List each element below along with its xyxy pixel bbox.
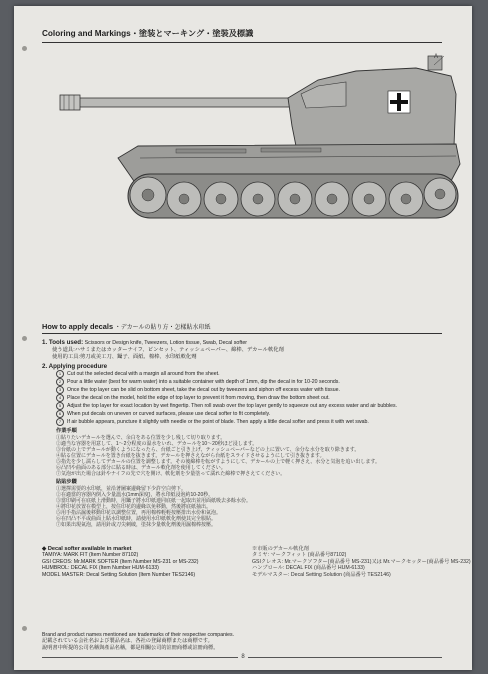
step-number-badge: 6 [56, 410, 64, 418]
step-number-badge: 4 [56, 394, 64, 402]
trademark-line: 記載されている会社名および製品名は、各社の登録商標または商標です。 [42, 638, 213, 645]
jp-step-text: ⑤指先を少し濡らしてデカールの位置を調整します。その後綿棒を転がすようにして、デカールの上で軽く押さえ、水分と気泡を追い出します。 [56, 459, 381, 466]
jp-step-text: ②適当な容器を用意して、1〜2分程度の温水をいれ、デカールを10〜20秒ほど浸します。 [56, 440, 258, 447]
view-label: A [434, 54, 439, 60]
softener-product: TAMIYA: MARK FIT (Item Number 87102) [42, 552, 139, 559]
howto-title: How to apply decals ・デカールの貼り方・怎樣貼水印紙 [42, 322, 442, 334]
softener-product-jp: ハンブロール: DECAL FIX (商品番号 HUM-6133) [252, 565, 365, 572]
instruction-page [14, 6, 472, 670]
binder-hole [22, 626, 27, 631]
binder-hole [22, 46, 27, 51]
procedure-step [56, 378, 442, 386]
step-text: Cut out the selected decal with a margin all around from the sheet. [67, 371, 220, 378]
decal-softener-section: ◆ Decal softer available in market TAMIYA: MARK FIT (Item Number 87102) GSI CREOS: Mr.MARK SOFTER (Item Number MS-231 or MS-232) HUMBROL: DECAL FIX (Item Number HUM-6133) MODEL MASTER: Decal Setting Solution (Item Number TES2146) ※市販のデカール軟化剤 タミヤ: マークフィット (商品番号87102) GSIクレオス: Mr.マークソフター(商品番号 MS-231)又は Mr.マークセッター(商品番号 MS-232) ハンブロール: DECAL FIX (商品番号 HUM-6133) モデルマスター: Decal Setting Solution (商品番号 TES2146) [42, 546, 471, 578]
softener-product-jp: GSIクレオス: Mr.マークソフター(商品番号 MS-231)又は Mr.マークセッター(商品番号 MS-232) [252, 558, 471, 565]
balkenkreuz-marking [388, 91, 410, 113]
zh-step-text: ⑥在凹凸不平或曲面上貼水印紙時，請使用水印紙軟化劑使其完全服貼。 [56, 516, 217, 523]
jp-step-text: ⑥凸凹や曲面のある部分に貼る時は、デカール軟化剤を使用してください。 [56, 465, 226, 472]
jp-step-text: ①貼りたいデカールを選んで、余白をある位置を少し残して切り取ります。 [56, 434, 226, 441]
step-text: When put decals on uneven or curved surfaces, please use decal softer to fit completely. [67, 411, 271, 418]
zh-step-text: ②在適當的容器內倒入少量溫水(1mm深度)，將水印紙浸泡約10-20秒。 [56, 491, 214, 498]
step-text: Once the top layer can be slid on bottom sheet, take the decal out by tweezers and siphon off excess water with tissue. [67, 387, 340, 394]
jp-step-text: ③台紙の上でデカールが動くようになったら、台紙ごと引き上げ、ティッシュペーパーなどの上に置いて、余分な水分を取り除きます。 [56, 447, 360, 453]
procedure-step [56, 410, 442, 418]
step-text: Pour a little water (best for warm water) into a suitable container with depth of 1mm, dip the decal in for 10-20 seconds. [67, 379, 340, 386]
procedure-steps [42, 370, 442, 426]
procedure-section: 2. Applying procedure 1 Cut out the selected decal with a margin all around from the sheet. 2 Pour a little water (best for warm water) into a suitable container with depth of 1mm, dip the decal in for 10-20 seconds. 3 Once the top layer can be slid on bottom sheet, take the decal out by tweezers and siphon off excess water with tissue. 4 Place the decal on the model, hold the edge of top layer to prevent it from moving, then draw the bottom sheet out. 5 Adjust the top layer for exact location by wet fingertip. Then roll swab over the top layer gently to squeeze out any excess water and air bubbles. 6 When put decals on uneven or curved surfaces, please use decal softer to fit completely. 7 If air bubble appears, puncture it slightly with needle or the point of blade. Then apply a little decal softer and press it with wet swab. 作業手順 ①貼りたいデカールを選んで、余白をある位置を少し残して切り取ります。 ②適当な容器を用意して、1〜2分程度の温水をいれ、デカールを10〜20秒ほど浸します。 ③台紙の上でデカールが動くようになったら、台紙ごと引き上げ、ティッシュペーパーなどの上に置いて、余分な水分を取り除きます。 ④貼る位置にデカールを置き台紙を抜きます。デカールを押さえながら台紙をスライドさせるようにして引き抜きます。 ⑤指先を少し濡らしてデカールの位置を調整します。その後綿棒を転がすようにして、デカールの上で軽く押さえ、水分と気泡を追い出します。 ⑥凸凹や曲面のある部分に貼る時は、デカール軟化剤を使用してください。 ⑦気泡が出た場合は針やナイフの先で穴を開け、軟化剤を少量塗って濡れた綿棒で押さえてください。 貼貼步驟 ①選擇需要的水印紙，並沿著圖案邊緣留下少許空白剪下。 ②在適當的容器內倒入少量溫水(1mm深度)，將水印紙浸泡約10-20秒。 ③當印刷可在底紙上滑動時，用鑷子將水印紙連同底紙一起取出並用面紙吸去多餘水份。 ④將印花放置在模型上，按住印花的邊緣以免移動，然後將底紙抽出。 ⑤用手指沾濕後移動印花以調整位置，再用棉棒輕輕按壓排出水份和氣泡。 ⑥在凹凸不平或曲面上貼水印紙時，請使用水印紙軟化劑使其完全服貼。 ⑦如果出現氣泡，請用針或刀尖刺破，塗抹少量軟化劑後用濕棉棒按壓。 [42, 364, 442, 529]
step-text: Place the decal on the model, hold the edge of top layer to prevent it from moving, then draw the bottom sheet out. [67, 395, 330, 402]
procedure-step [56, 418, 442, 426]
softener-product: HUMBROL: DECAL FIX (Item Number HUM-6133) [42, 565, 159, 572]
softener-product: GSI CREOS: Mr.MARK SOFTER (Item Number MS-231 or MS-232) [42, 558, 199, 565]
step-text: Adjust the top layer for exact location by wet fingertip. Then roll swab over the top layer gently to squeeze out any excess water and air bubbles. [67, 403, 398, 410]
zh-step-text: ⑦如果出現氣泡，請用針或刀尖刺破，塗抹少量軟化劑後用濕棉棒按壓。 [56, 522, 217, 529]
zh-step-text: ④將印花放置在模型上，按住印花的邊緣以免移動，然後將底紙抽出。 [56, 504, 212, 511]
step-number-badge: 2 [56, 378, 64, 386]
page-title: Coloring and Markings・塗装とマーキング・塗裝及標識 [42, 28, 442, 43]
step-number-badge: 7 [56, 418, 64, 426]
zh-step-text: ③當印刷可在底紙上滑動時，用鑷子將水印紙連同底紙一起取出並用面紙吸去多餘水份。 [56, 498, 252, 505]
procedure-step [56, 386, 442, 394]
trademark-line: 說明書中所提的公司名稱與產品名稱，都是相關公司的註冊商標或註冊商標。 [42, 644, 219, 651]
softener-product-jp: タミヤ: マークフィット (商品番号87102) [252, 552, 347, 559]
zh-step-text: ⑤用手指沾濕後移動印花以調整位置，再用棉棒輕輕按壓排出水份和氣泡。 [56, 510, 222, 517]
step-text: If air bubble appears, puncture it slightly with needle or the point of blade. Then apply a little decal softer and press it with wet swab. [67, 419, 369, 426]
procedure-step [56, 394, 442, 402]
binder-hole [22, 336, 27, 341]
softener-product-jp: モデルマスター: Decal Setting Solution (商品番号 TES2146) [252, 571, 391, 578]
step-number-badge: 3 [56, 386, 64, 394]
trademark-notice [42, 632, 442, 651]
procedure-step [56, 370, 442, 378]
jp-step-text: ⑦気泡が出た場合は針やナイフの先で穴を開け、軟化剤を少量塗って濡れた綿棒で押さえてください。 [56, 471, 286, 478]
tank-side-view-illustration [56, 46, 468, 251]
softener-product: MODEL MASTER: Decal Setting Solution (Item Number TES2146) [42, 571, 196, 578]
procedure-step [56, 402, 442, 410]
tools-section: 1. Tools used: Scissors or Design knife, Tweezers, Lotion tissue, Swab, Decal softer 使う道具:ハサミまたはカッターナイフ、ピンセット、ティッシュペーパー、綿棒、デカール軟化剤 使用的工具:剪刀或美工刀、鑷子、面紙、棉棒、水印紙軟化劑 [42, 339, 284, 360]
step-number-badge: 5 [56, 402, 64, 410]
page-number: 8 [14, 654, 472, 660]
step-number-badge: 1 [56, 370, 64, 378]
jp-step-text: ④貼る位置にデカールを置き台紙を抜きます。デカールを押さえながら台紙をスライドさせるようにして引き抜きます。 [56, 453, 325, 460]
trademark-line: Brand and product names mentioned are trademarks of their respective companies. [42, 632, 235, 638]
zh-step-text: ①選擇需要的水印紙，並沿著圖案邊緣留下少許空白剪下。 [56, 485, 187, 492]
